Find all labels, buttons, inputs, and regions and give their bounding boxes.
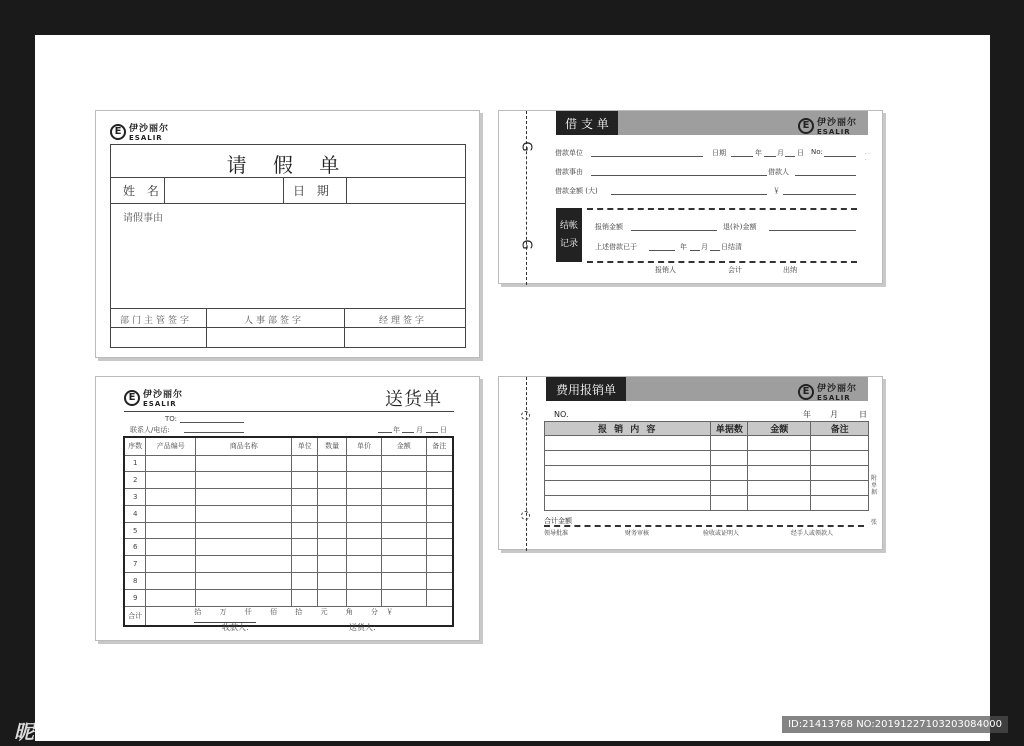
col-header: 金额 <box>381 437 426 455</box>
brand-en: ESALIR <box>817 128 851 136</box>
table-row <box>545 436 869 451</box>
year-label: 年 <box>393 426 400 434</box>
brand-e-icon: E <box>110 124 126 140</box>
borrow-unit-label: 借款单位 <box>555 149 583 157</box>
day-label: 日 <box>797 149 804 157</box>
year-label: 年 <box>755 149 762 157</box>
finance-label: 财务审核 <box>625 530 650 537</box>
reason-label: 请假事由 <box>123 213 163 224</box>
punch-hole <box>521 511 530 520</box>
loan-title: 借 支 单 <box>556 111 618 135</box>
table-row: 9 <box>124 589 453 606</box>
table-row: 6 <box>124 539 453 556</box>
hr-sign-label: 人事部签字 <box>244 316 305 326</box>
table-row: 1 <box>124 455 453 472</box>
brand-cn: 伊沙丽尔 <box>817 118 858 128</box>
brand-cn: 伊沙丽尔 <box>129 124 170 134</box>
table-row: 8 <box>124 573 453 590</box>
col-header: 备注 <box>426 437 453 455</box>
deliverer-label: 送货人: <box>349 623 376 632</box>
expense-title: 费用报销单 <box>546 377 626 401</box>
table-row <box>545 481 869 496</box>
delivery-form <box>95 376 480 641</box>
no-label: NO. <box>554 410 569 419</box>
table-row: 2 <box>124 472 453 489</box>
brand-en: ESALIR <box>129 134 163 142</box>
col-header: 单价 <box>347 437 382 455</box>
brand-logo <box>798 381 857 402</box>
day-label: 日 <box>440 426 447 434</box>
month-label: 月 <box>830 410 838 419</box>
table-row: 4 <box>124 505 453 522</box>
name-label: 姓 名 <box>123 184 163 198</box>
col-header: 序数 <box>124 437 146 455</box>
reason-label: 借款事由 <box>555 168 583 176</box>
brand-e-icon: E <box>124 390 140 406</box>
table-row: 7 <box>124 556 453 573</box>
col-header: 数量 <box>318 437 347 455</box>
brand-cn: 伊沙丽尔 <box>817 384 858 394</box>
settled-end-label: 日结清 <box>721 243 742 251</box>
leave-title: 请 假 单 <box>226 153 350 177</box>
borrower-label: 借款人 <box>768 168 789 176</box>
col-header: 单据数 <box>711 422 748 436</box>
table-row <box>545 466 869 481</box>
leave-form <box>95 110 480 358</box>
total-row <box>124 606 453 626</box>
expense-form <box>498 376 883 550</box>
refund-label: 退(补)金额 <box>723 223 757 231</box>
month2-label: 月 <box>701 243 708 251</box>
date-label: 日期 <box>712 149 726 157</box>
total-label: 合计金额 <box>544 517 572 525</box>
year2-label: 年 <box>680 243 687 251</box>
table-row: 3 <box>124 489 453 506</box>
brand-e-icon: E <box>798 118 814 134</box>
table-row <box>545 496 869 511</box>
amount-label: 借款金额 (大) <box>555 187 598 195</box>
sheets-label: 张 <box>871 519 878 526</box>
total-units: 拾 万 仟 佰 拾 元 角 分 <box>194 607 384 616</box>
no-label: No: <box>811 148 823 156</box>
col-header: 商品名称 <box>196 437 292 455</box>
loan-form <box>498 110 883 284</box>
yen-sign: ￥ <box>386 607 394 616</box>
to-label: TO: <box>165 415 178 423</box>
dept-sign-label: 部门主管签字 <box>120 316 193 326</box>
brand-logo <box>110 121 169 142</box>
delivery-table <box>123 436 454 627</box>
handler-label: 经手人或领款人 <box>791 530 834 537</box>
settled-label: 上述借款已于 <box>595 243 637 251</box>
hook-icon: G <box>518 239 534 250</box>
col-header: 报 销 内 容 <box>545 422 711 436</box>
yen-sign: ￥ <box>773 187 780 195</box>
brand-en: ESALIR <box>817 394 851 402</box>
col-header: 金额 <box>748 422 811 436</box>
brand-logo <box>798 115 857 136</box>
date-label: 日 期 <box>293 184 333 198</box>
punch-hole <box>521 411 530 420</box>
expense-table <box>544 421 869 511</box>
site-watermark: 昵享网 <box>14 720 74 744</box>
receiver-label: 收款人: <box>222 623 249 632</box>
col-header: 单位 <box>292 437 318 455</box>
day-label: 日 <box>859 410 867 419</box>
accountant-label: 会计 <box>728 266 742 274</box>
year-label: 年 <box>803 410 811 419</box>
col-header: 产品编号 <box>146 437 196 455</box>
settle-label: 结帐 记录 <box>559 221 578 249</box>
checker-label: 验收或证明人 <box>703 530 740 537</box>
month-label: 月 <box>416 426 423 434</box>
attach-label: 附单据 <box>871 475 878 496</box>
month-label: 月 <box>777 149 784 157</box>
brand-logo <box>124 387 183 408</box>
total-label: 合计 <box>124 606 146 626</box>
brand-en: ESALIR <box>143 400 177 408</box>
contact-label: 联系人/电话: <box>130 426 170 434</box>
url-watermark: www.nipic.com <box>100 722 191 736</box>
side-note: · · · <box>865 151 870 163</box>
hook-icon: G <box>518 141 534 152</box>
brand-cn: 伊沙丽尔 <box>143 390 184 400</box>
delivery-title: 送货单 <box>385 389 442 410</box>
table-row <box>545 451 869 466</box>
id-watermark: ID:21413768 NO:20191227103203084000 <box>782 716 1008 733</box>
reimburser-label: 报销人 <box>655 266 676 274</box>
approver-label: 领导批准 <box>544 530 569 537</box>
manager-sign-label: 经理签字 <box>379 316 428 326</box>
table-row: 5 <box>124 522 453 539</box>
cashier-label: 出纳 <box>783 266 797 274</box>
brand-e-icon: E <box>798 384 814 400</box>
col-header: 备注 <box>811 422 869 436</box>
reimburse-amount-label: 报销金额 <box>595 223 623 231</box>
